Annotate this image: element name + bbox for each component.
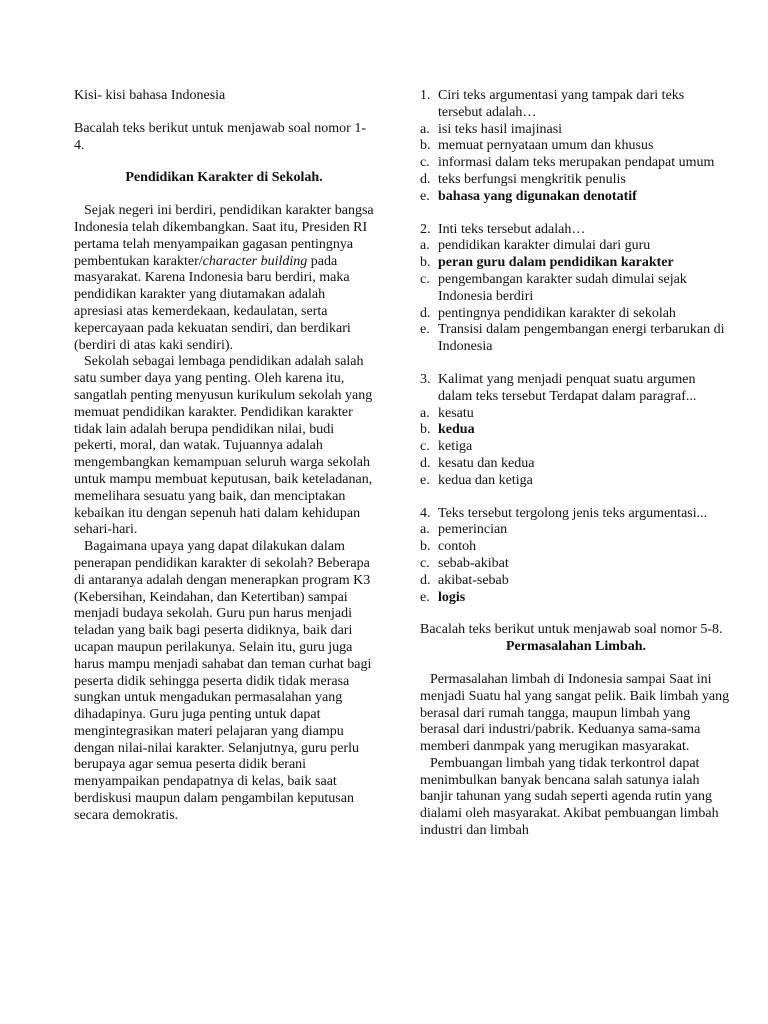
question-text: Kalimat yang menjadi penquat suatu argumen dalam teks tersebut Terdapat dalam paragraf... <box>438 371 697 404</box>
question-number: 2. <box>420 221 431 237</box>
p1-text-a: Sejak negeri ini berdiri, pendidikan karakter bangsa Indonesia telah dikembangkan. Saat itu, Presiden RI pertama telah menyampaikan gagasan pentingnya pembentukan karakter/ <box>74 203 374 269</box>
option-label: d. <box>420 305 431 321</box>
option-label: a. <box>420 238 430 254</box>
answer-option <box>420 255 732 272</box>
option-text: pentingnya pendidikan karakter di sekolah <box>438 305 676 321</box>
option-label: b. <box>420 255 431 271</box>
option-label: d. <box>420 455 431 471</box>
passage-title-2: Permasalahan Limbah. <box>505 639 646 655</box>
option-label: c. <box>420 271 430 287</box>
answer-option <box>420 439 732 456</box>
question-stem <box>420 372 732 406</box>
question-2 <box>420 222 732 356</box>
question-text: Teks tersebut tergolong jenis teks argumentasi... <box>438 505 708 521</box>
answer-option <box>420 122 732 139</box>
option-label: b. <box>420 422 431 438</box>
option-text: akibat-sebab <box>438 572 509 588</box>
option-label: e. <box>420 589 430 605</box>
answer-option <box>420 238 732 255</box>
option-text: informasi dalam teks merupakan pendapat umum <box>438 155 715 171</box>
answer-option <box>420 272 732 306</box>
option-text-highlighted: bahasa yang digunakan denotatif <box>438 188 637 204</box>
answer-option <box>420 138 732 155</box>
option-label: a. <box>420 522 430 538</box>
passage2-paragraph-1: Permasalahan limbah di Indonesia sampai Saat ini menjadi Suatu hal yang sangat pelik. Baik limbah yang berasal dari rumah tangga, maupun limbah yang berasal dari industri/pabrik. Keduanya sama-sama memberi danmpak yang merugikan masyarakat. <box>420 671 730 755</box>
question-number: 4. <box>420 505 431 521</box>
question-stem <box>420 506 732 523</box>
option-text: pemerincian <box>438 522 508 538</box>
passage-paragraph-2: Sekolah sebagai lembaga pendidikan adalah salah satu sumber daya yang penting. Oleh karena itu, sangatlah penting menyusun kurikulum sekolah yang memuat pendidikan karakter. Pendidikan karakter tidak lain adalah berupa pendidikan nilai, budi pekerti, moral, dan watak. Tujuannya adalah mengembangkan kemampuan seluruh warga sekolah untuk mampu membuat keputusan, baik keteladanan, memelihara sesuatu yang baik, dan menciptakan kebaikan itu dengan sepenuh hati dalam kehidupan sehari-hari. <box>74 354 373 538</box>
p1-text-b: pada masyarakat. Karena Indonesia baru berdiri, maka pendidikan karakter yang diutamakan adalah apresiasi atas kemerdekaan, kedaulatan, serta kepercayaan pada kekuatan sendiri, dan berdikari (berdiri di atas kaki sendiri). <box>74 253 351 353</box>
option-label: d. <box>420 572 431 588</box>
answer-option <box>420 556 732 573</box>
document-header: Kisi- kisi bahasa Indonesia <box>74 88 226 103</box>
option-text-highlighted: kedua <box>438 422 475 438</box>
option-label: e. <box>420 322 430 338</box>
passage-title: Pendidikan Karakter di Sekolah. <box>125 170 323 186</box>
option-text: ketiga <box>438 439 473 455</box>
right-column <box>420 88 732 840</box>
question-list <box>420 88 732 606</box>
option-text: kesatu <box>438 405 474 421</box>
option-label: b. <box>420 138 431 154</box>
option-label: c. <box>420 439 430 455</box>
question-1 <box>420 88 732 206</box>
answer-option <box>420 422 732 439</box>
left-column <box>74 88 374 825</box>
option-text: contoh <box>438 539 477 555</box>
option-text: isi teks hasil imajinasi <box>438 121 563 137</box>
answer-option <box>420 473 732 490</box>
question-4 <box>420 506 732 607</box>
question-text: Ciri teks argumentasi yang tampak dari teks tersebut adalah… <box>438 88 685 120</box>
answer-option <box>420 155 732 172</box>
option-text: kedua dan ketiga <box>438 472 533 488</box>
option-label: c. <box>420 155 430 171</box>
answer-option <box>420 306 732 323</box>
answer-option <box>420 322 732 356</box>
passage-paragraph-3: Bagaimana upaya yang dapat dilakukan dalam penerapan pendidikan karakter di sekolah? Beberapa di antaranya adalah dengan menerapkan program K3 (Kebersihan, Keindahan, dan Ketertiban) sampai menjadi budaya sekolah. Guru pun harus menjadi teladan yang baik bagi peserta didiknya, baik dari ucapan maupun perilakunya. Selain itu, guru juga harus mampu menjadi sahabat dan teman curhat bagi peserta didik sehingga peserta didik tidak merasa sungkan untuk mengadukan permasalahan yang dihadapinya. Guru juga penting untuk dapat mengintegrasikan materi pelajaran yang diampu dengan nilai-nilai karakter. Selanjutnya, guru perlu berupaya agar semua peserta didik berani menyampaikan pendapatnya di kelas, baik saat berdiskusi maupun dalam pengambilan keputusan secara demokratis. <box>74 539 372 823</box>
answer-option <box>420 573 732 590</box>
option-text: pengembangan karakter sudah dimulai sejak Indonesia berdiri <box>438 271 687 304</box>
passage2-paragraph-2: Pembuangan limbah yang tidak terkontrol dapat menimbulkan banyak bencana salah satunya ialah banjir tahunan yang sudah seperti agenda rutin yang dialami oleh masyarakat. Akibat pembuangan limbah industri dan limbah <box>420 755 719 839</box>
option-text: teks berfungsi mengkritik penulis <box>438 171 626 187</box>
question-stem <box>420 222 732 239</box>
option-text: Transisi dalam pengembangan energi terbarukan di Indonesia <box>438 322 725 355</box>
option-label: e. <box>420 472 430 488</box>
answer-option <box>420 406 732 423</box>
option-text: sebab-akibat <box>438 555 509 571</box>
p1-italic-term: character building <box>202 253 308 269</box>
answer-option <box>420 590 732 607</box>
answer-option <box>420 172 732 189</box>
reading-instruction-2: Bacalah teks berikut untuk menjawab soal nomor 5-8. <box>420 622 723 638</box>
option-label: c. <box>420 555 430 571</box>
option-label: a. <box>420 405 430 421</box>
option-text-highlighted: peran guru dalam pendidikan karakter <box>438 255 674 271</box>
question-number: 3. <box>420 371 431 387</box>
reading-instruction: Bacalah teks berikut untuk menjawab soal nomor 1-4. <box>74 120 366 153</box>
option-text: memuat pernyataan umum dan khusus <box>438 138 654 154</box>
answer-option <box>420 189 732 206</box>
option-text: kesatu dan kedua <box>438 455 535 471</box>
answer-option <box>420 456 732 473</box>
question-number: 1. <box>420 88 431 103</box>
passage-paragraph-1 <box>74 203 374 354</box>
option-label: a. <box>420 121 430 137</box>
answer-option <box>420 539 732 556</box>
option-label: d. <box>420 171 431 187</box>
question-3 <box>420 372 732 490</box>
option-text-highlighted: logis <box>438 589 466 605</box>
question-text: Inti teks tersebut adalah… <box>438 221 586 237</box>
option-label: e. <box>420 188 430 204</box>
answer-option <box>420 522 732 539</box>
question-stem <box>420 88 732 122</box>
option-label: b. <box>420 539 431 555</box>
option-text: pendidikan karakter dimulai dari guru <box>438 238 651 254</box>
